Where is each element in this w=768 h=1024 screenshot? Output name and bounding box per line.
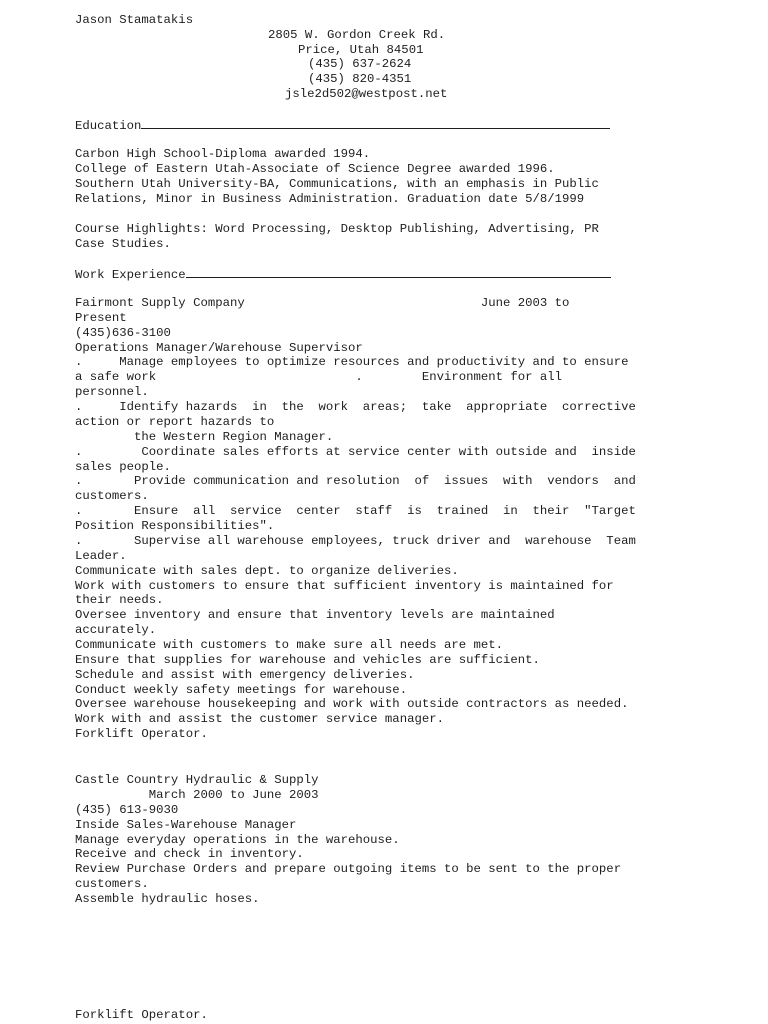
job1-line: Oversee warehouse housekeeping and work with outside contractors as needed. [75,697,629,712]
job1-line: the Western Region Manager. [75,429,334,444]
job1-line: . Manage employees to optimize resources and productivity and to ensure [75,355,629,370]
job1-line: Communicate with customers to make sure all needs are met. [75,638,504,652]
job2-line: customers. [75,877,149,892]
education-line: Southern Utah University-BA, Communications, with an emphasis in Public [75,176,599,191]
education-line: College of Eastern Utah-Associate of Science Degree awarded 1996. [75,161,555,176]
job1-line: Operations Manager/Warehouse Supervisor [75,340,363,355]
job2-line: Review Purchase Orders and prepare outgoing items to be sent to the proper [75,862,622,877]
work-heading-row [75,266,611,283]
job1-line: accurately. [75,623,157,638]
job1-line: action or report hazards to [75,414,275,429]
job1-line: . Provide communication and resolution of issues with vendors and [75,474,636,489]
applicant-name: Jason Stamatakis [75,13,194,27]
job2-line: (435) 613-9030 [75,802,179,817]
job1-line: . Supervise all warehouse employees, truck driver and warehouse Team [75,533,636,548]
job1-line: a safe work . Environment for all [75,370,563,385]
job1-line: Conduct weekly safety meetings for warehouse. [75,682,408,697]
job1-line: Forklift Operator. [75,727,208,742]
job1-line: . Coordinate sales efforts at service center with outside and inside [75,444,636,459]
education-heading-row [75,117,610,134]
job1-line: (435)636-3100 [75,325,171,340]
job1-line: Leader. [75,548,127,563]
job2-line: March 2000 to June 2003 [75,787,319,802]
job2-line: Castle Country Hydraulic & Supply [75,773,319,787]
job2-line: Receive and check in inventory. [75,847,304,862]
course-highlights-line: Case Studies. [75,236,171,251]
job1-line: Work with and assist the customer service manager. [75,712,444,727]
job1-line: Position Responsibilities". [75,519,275,534]
job1-line: customers. [75,489,149,504]
job1-line: their needs. [75,593,164,608]
education-line: Carbon High School-Diploma awarded 1994. [75,147,371,161]
job1-line: Ensure that supplies for warehouse and vehicles are sufficient. [75,652,540,667]
job1-line: Work with customers to ensure that sufficient inventory is maintained for [75,578,614,593]
phone-2: (435) 820-4351 [308,72,412,86]
job1-line: Present [75,310,127,325]
job1-line: . Identify hazards in the work areas; take appropriate corrective [75,400,636,415]
job1-line: Communicate with sales dept. to organize deliveries. [75,563,459,578]
course-highlights-line: Course Highlights: Word Processing, Desktop Publishing, Advertising, PR [75,222,599,236]
job1-line: Schedule and assist with emergency deliveries. [75,667,415,682]
address-line-2: Price, Utah 84501 [298,43,424,57]
job1-line: Fairmont Supply Company June 2003 to [75,296,570,310]
job2-line: Assemble hydraulic hoses. [75,892,260,907]
job2-line: Inside Sales-Warehouse Manager [75,817,297,832]
work-heading-rule [186,266,611,278]
job1-line: personnel. [75,385,149,400]
phone-1: (435) 637-2624 [308,57,412,71]
education-heading: Education [75,119,142,133]
email-address: jsle2d502@westpost.net [285,87,448,101]
education-heading-rule [141,117,610,129]
job1-line: . Ensure all service center staff is trained in their "Target [75,504,636,519]
work-experience-heading: Work Experience [75,268,186,282]
trailing-line: Forklift Operator. [75,1008,208,1022]
job1-line: Oversee inventory and ensure that inventory levels are maintained [75,608,555,623]
job1-line: sales people. [75,459,171,474]
education-line: Relations, Minor in Business Administration. Graduation date 5/8/1999 [75,191,585,206]
job2-line: Manage everyday operations in the warehouse. [75,832,400,847]
address-line-1: 2805 W. Gordon Creek Rd. [268,28,446,42]
